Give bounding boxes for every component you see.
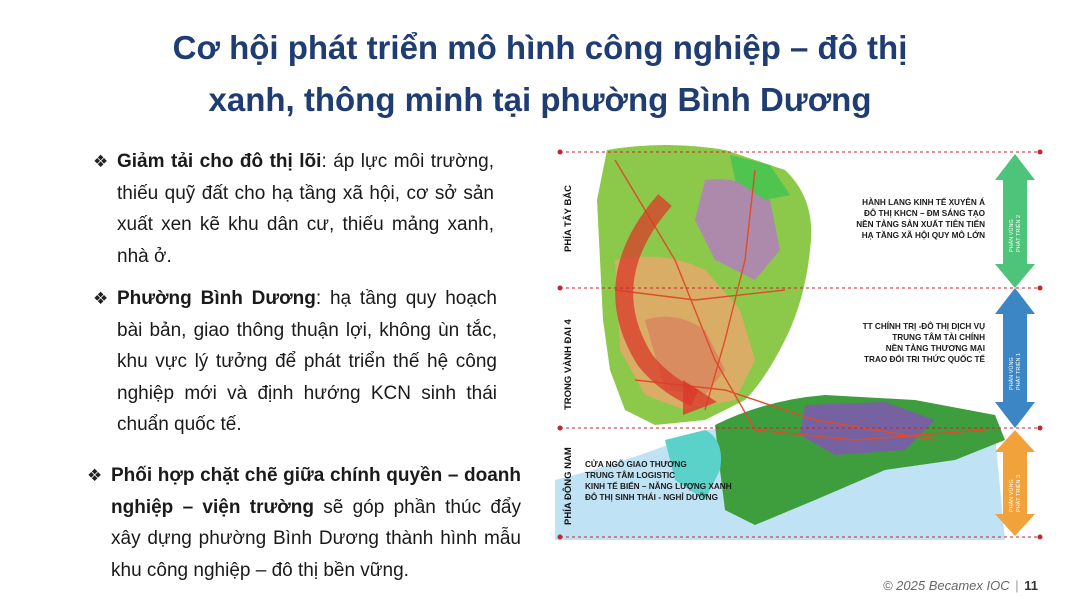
zone1-line3: NỀN TẢNG SẢN XUẤT TIÊN TIẾN [856,220,985,229]
phase-3-line2: PHÁT TRIỂN 3 [1016,474,1022,512]
bullet-reduce-core-load [93,146,495,272]
side-label-northwest: PHÍA TÂY BẮC [563,184,574,252]
bullet-1-heading: Giảm tải cho đô thị lõi [117,151,322,172]
page-number: 11 [1024,578,1038,593]
bullet-cooperation [87,460,521,586]
zone2-text [863,320,986,364]
phase-arrow-2 [995,154,1035,288]
zone3-line4: ĐÔ THỊ SINH THÁI - NGHỈ DƯỠNG [585,493,718,502]
zone1-text [856,196,985,240]
diamond-bullet-icon: ❖ [93,289,109,308]
phase-arrow-3 [995,430,1035,536]
slide-title [0,22,1080,126]
phase-1-line2: PHÁT TRIỂN 1 [1016,352,1022,390]
phase-arrow-1 [995,288,1035,428]
phase-2-line2: PHÁT TRIỂN 2 [1016,214,1022,252]
zone2-line3: NỀN TẢNG THƯƠNG MẠI [885,344,985,353]
bullet-3-heading: Phối hợp chặt chẽ giữa chính quyền – doanh nghiệp – viện trường [111,465,521,518]
bullet-binh-duong-ward [93,283,497,441]
zone1-line1: HÀNH LANG KINH TẾ XUYÊN Á [862,198,985,207]
zone2-line1: TT CHÍNH TRỊ -ĐÔ THỊ DỊCH VỤ [862,322,985,331]
zone3-line2: TRUNG TÂM LOGISTIC [585,471,676,480]
bullet-2-heading: Phường Bình Dương [117,288,316,309]
bullet-1-text: : áp lực môi trường, thiếu quỹ đất cho hạ tầng xã hội, cơ sở sản xuất xen kẽ khu dân cư, thiếu mảng xanh, nhà ở. [117,151,495,267]
bullet-3-text: sẽ góp phần thúc đẩy xây dựng phường Bình Dương thành hình mẫu khu công nghiệp – đô thị bền vững. [111,496,521,581]
zone1-line2: ĐÔ THỊ KHCN – ĐM SÁNG TẠO [864,209,985,218]
planning-map [555,140,1043,540]
slide-title-line1: Cơ hội phát triển mô hình công nghiệp – đô thị [172,29,908,66]
slide-title-line2: xanh, thông minh tại phường Bình Dương [208,81,872,118]
zone3-line1: CỬA NGÕ GIAO THƯƠNG [585,460,687,469]
zone2-line2: TRUNG TÂM TÀI CHÍNH [892,333,985,342]
bullet-2-text: : hạ tầng quy hoạch bài bản, giao thông thuận lợi, không ùn tắc, khu vực lý tưởng để phát triển thế hệ công nghiệp mới và định hướng KCN sinh thái chuẩn quốc tế. [117,288,497,435]
zone1-line4: HẠ TẦNG XÃ HỘI QUY MÔ LỚN [861,231,985,240]
phase-3-line1: PHÂN VÙNG [1009,479,1015,512]
side-label-southeast: PHÍA ĐÔNG NAM [563,447,574,525]
diamond-bullet-icon: ❖ [93,152,109,171]
zone3-line3: KINH TẾ BIỂN – NĂNG LƯỢNG XANH [585,482,732,491]
slide-footer [883,578,1038,593]
phase-2-line1: PHÂN VÙNG [1009,219,1015,252]
zone2-line4: TRAO ĐỔI TRI THỨC QUỐC TẾ [864,355,985,364]
copyright-text: © 2025 Becamex IOC [882,578,1010,593]
footer-separator: | [1015,578,1019,593]
side-label-ring-road: TRONG VÀNH ĐAI 4 [563,319,574,410]
phase-1-line1: PHÂN VÙNG [1009,357,1015,390]
diamond-bullet-icon: ❖ [87,466,103,485]
